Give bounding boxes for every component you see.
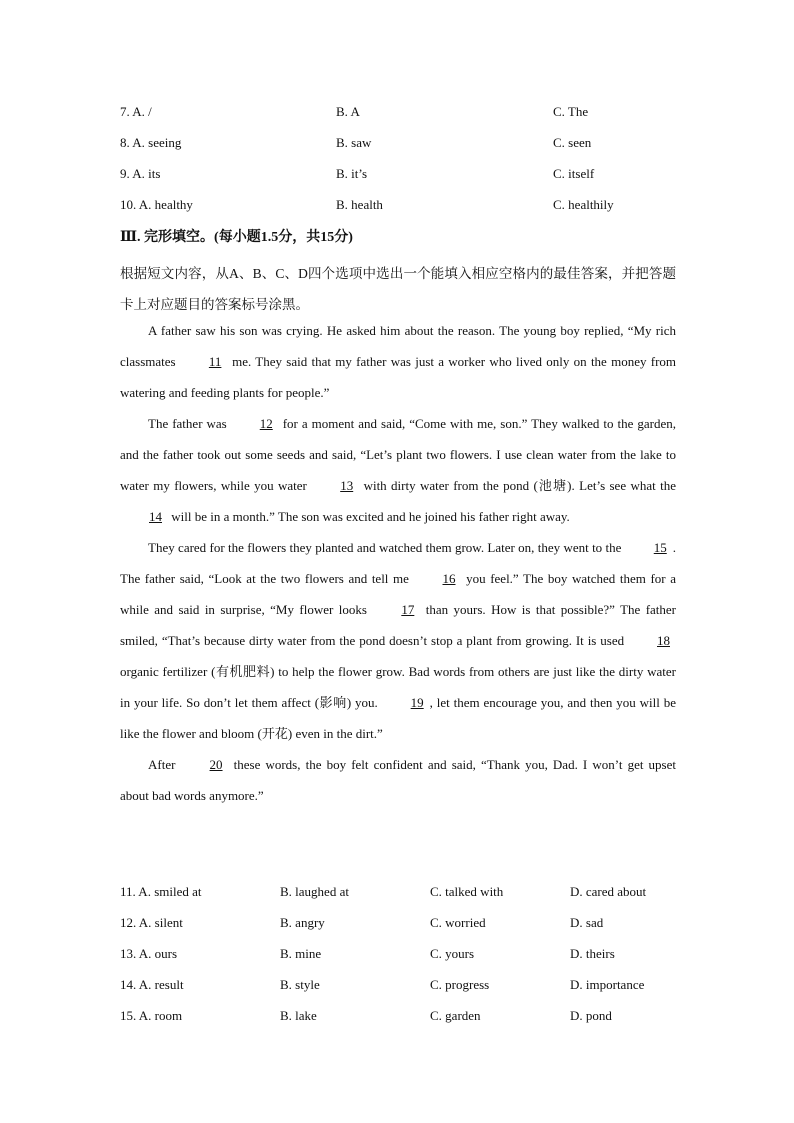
option-c: C. worried (430, 915, 486, 930)
question-row-15 (120, 1006, 680, 1026)
option-row-8 (120, 133, 680, 153)
passage-text: organic fertilizer (有机肥料) to help the flower grow. Bad words from others are just like the dirty water in your life. So don’t let them affect (影响) you. (120, 664, 676, 710)
option-c: C. The (553, 104, 589, 119)
option-b: B. health (336, 197, 383, 212)
option-d: D. pond (570, 1008, 612, 1023)
option-a: 10. A. healthy (120, 197, 193, 212)
passage-text: . The father said, “Look at the two flowers and tell me (120, 540, 676, 586)
question-row-14 (120, 975, 680, 995)
option-b: B. angry (280, 915, 325, 930)
option-b: B. lake (280, 1008, 317, 1023)
option-a: 9. A. its (120, 166, 161, 181)
blank-16: 16 (442, 571, 456, 586)
option-c: C. talked with (430, 884, 504, 899)
passage-text: , let them encourage you, and then you will be like the flower and bloom (开花) even in the dirt.” (120, 695, 676, 741)
paragraph-3 (120, 532, 676, 749)
passage-text: After (148, 757, 181, 772)
option-row-7 (120, 102, 680, 122)
blank-11: 11 (208, 354, 222, 369)
passage-text: will be in a month.” The son was excited and he joined his father right away. (168, 509, 570, 524)
option-c: C. healthily (553, 197, 614, 212)
option-row-9 (120, 164, 680, 184)
option-a: 15. A. room (120, 1008, 183, 1023)
passage-text: They cared for the flowers they planted and watched them grow. Later on, they went to the (148, 540, 625, 555)
cloze-passage (120, 315, 676, 811)
option-b: B. laughed at (280, 884, 349, 899)
blank-14: 14 (149, 509, 162, 524)
option-d: D. cared about (570, 884, 647, 899)
blank-20: 20 (209, 757, 223, 772)
paragraph-2 (120, 408, 676, 532)
passage-text: with dirty water from the pond (池塘). Let’s see what the (359, 478, 676, 493)
option-d: D. theirs (570, 946, 615, 961)
blank-18: 18 (657, 633, 670, 648)
section-heading: Ⅲ. 完形填空。(每小题1.5分，共15分) (120, 230, 353, 245)
option-a: 12. A. silent (120, 915, 183, 930)
passage-text: these words, the boy felt confident and said, “Thank you, Dad. I won’t get upset about bad words anymore.” (120, 757, 676, 803)
option-a: 7. A. / (120, 104, 152, 119)
option-a: 11. A. smiled at (120, 884, 202, 899)
option-b: B. mine (280, 946, 322, 961)
passage-text: me. They said that my father was just a worker who lived only on the money from watering and feeding plants for people.” (120, 354, 677, 400)
option-row-10 (120, 195, 680, 215)
question-row-13 (120, 944, 680, 964)
option-b: B. style (280, 977, 320, 992)
passage-text: for a moment and said, “Come with me, son.” They walked to the garden, and the father took out some seeds and said, “Let’s plant two flowers. I use clean water from the lake to water my flowers, while you water (120, 416, 676, 493)
option-c: C. garden (430, 1008, 481, 1023)
blank-15: 15 (653, 540, 667, 555)
passage-text: than yours. How is that possible?” The father smiled, “That’s because dirty water from the pond doesn’t stop a plant from growing. It is used (120, 602, 677, 648)
blank-13: 13 (340, 478, 354, 493)
option-d: D. sad (570, 915, 604, 930)
option-b: B. it’s (336, 166, 368, 181)
section-instruction: 根据短文内容，从A、B、C、D四个选项中选出一个能填入相应空格内的最佳答案，并把答题卡上对应题目的答案标号涂黑。 (120, 266, 676, 312)
option-b: B. A (336, 104, 360, 119)
option-a: 14. A. result (120, 977, 184, 992)
option-c: C. yours (430, 946, 475, 961)
paragraph-4 (120, 749, 676, 811)
option-a: 13. A. ours (120, 946, 178, 961)
option-b: B. saw (336, 135, 372, 150)
question-row-12 (120, 913, 680, 933)
option-c: C. progress (430, 977, 490, 992)
passage-text: you feel.” The boy watched them for a while and said in surprise, “My flower looks (120, 571, 676, 617)
passage-text: A father saw his son was crying. He asked him about the reason. The young boy replied, “My rich classmates (120, 323, 676, 369)
passage-text: The father was (148, 416, 231, 431)
paragraph-1 (120, 315, 676, 408)
blank-19: 19 (410, 695, 424, 710)
blank-12: 12 (259, 416, 273, 431)
option-c: C. seen (553, 135, 592, 150)
question-row-11 (120, 882, 680, 902)
option-c: C. itself (553, 166, 595, 181)
option-d: D. importance (570, 977, 645, 992)
option-a: 8. A. seeing (120, 135, 182, 150)
blank-17: 17 (401, 602, 415, 617)
